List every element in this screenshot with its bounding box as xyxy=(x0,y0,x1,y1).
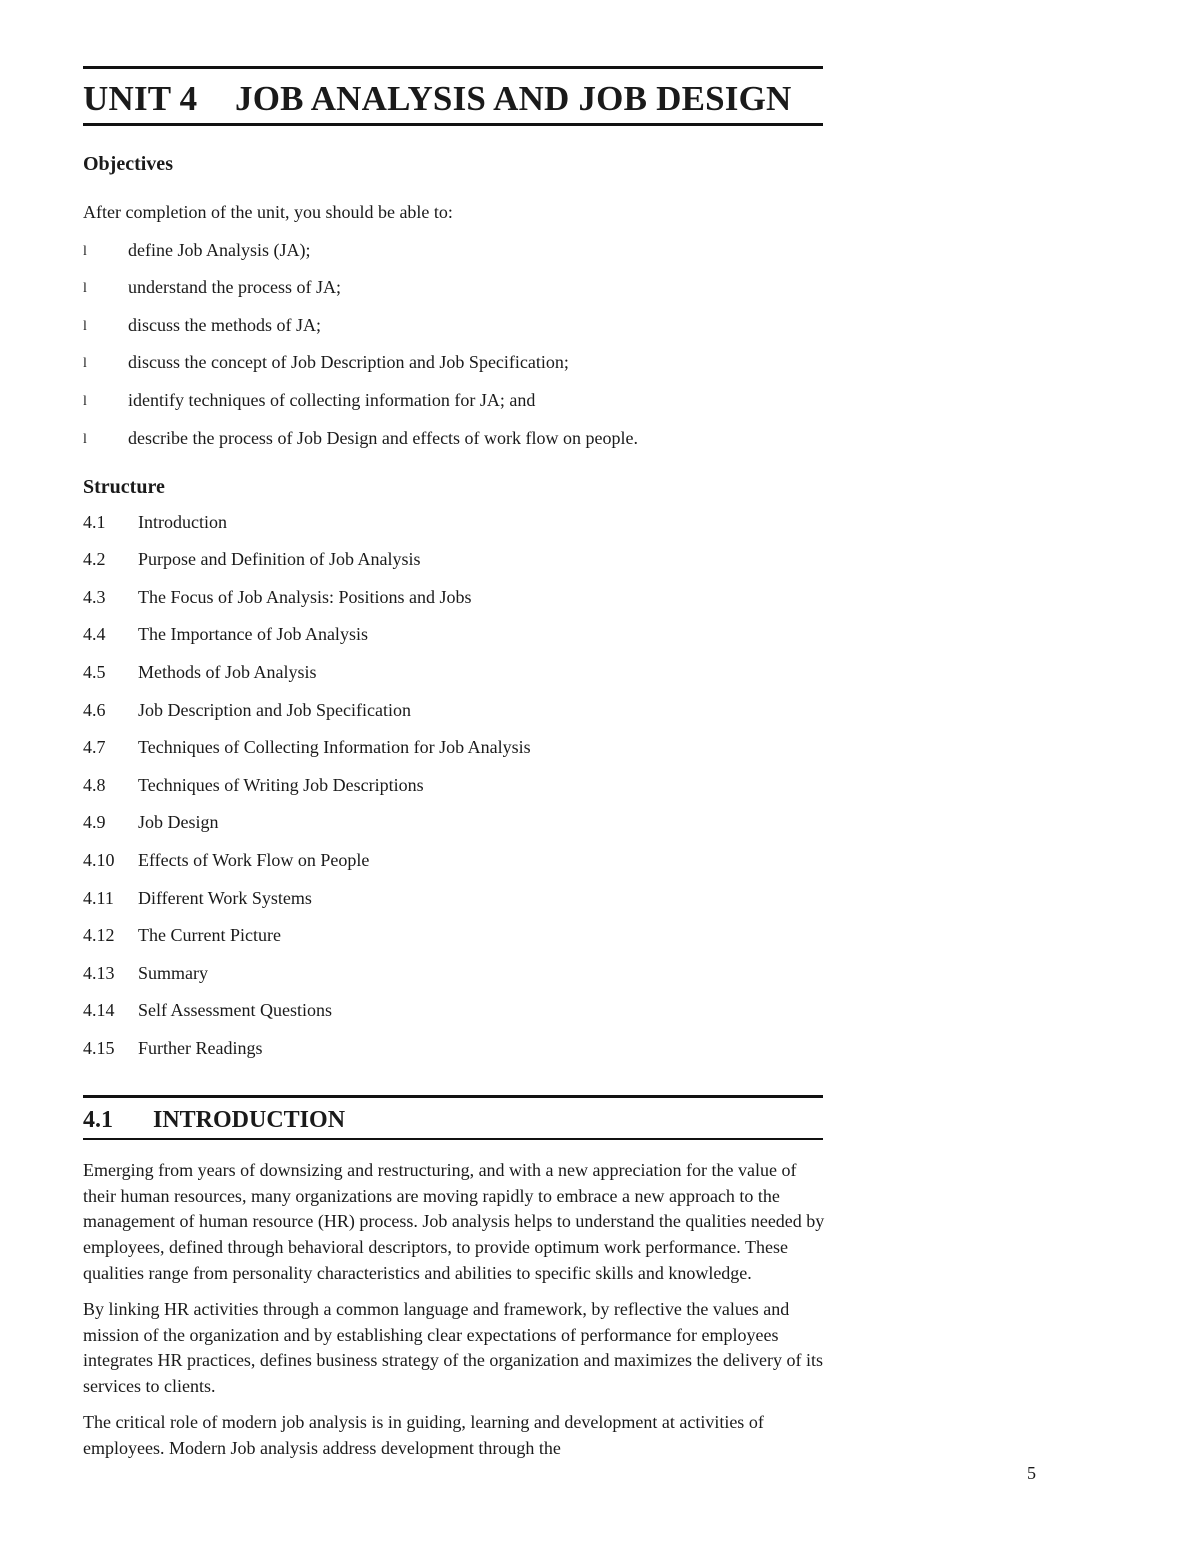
objective-text: identify techniques of collecting information for JA; and xyxy=(128,389,536,410)
objective-item xyxy=(83,239,823,261)
structure-item xyxy=(83,661,823,683)
structure-item-number: 4.7 xyxy=(83,737,106,758)
structure-item-number: 4.11 xyxy=(83,887,114,908)
structure-item-label: Introduction xyxy=(138,511,227,532)
objectives-list xyxy=(83,239,823,449)
section-title-text: INTRODUCTION xyxy=(153,1106,346,1133)
structure-item-number: 4.4 xyxy=(83,624,106,645)
objective-item xyxy=(83,276,823,298)
objectives-intro: After completion of the unit, you should be able to: xyxy=(83,202,453,222)
structure-item-number: 4.12 xyxy=(83,925,115,946)
bullet-icon: l xyxy=(83,356,87,372)
section-title xyxy=(83,1098,823,1138)
structure-item xyxy=(83,511,823,533)
objective-text: describe the process of Job Design and effects of work flow on people. xyxy=(128,427,639,448)
structure-item-number: 4.10 xyxy=(83,849,115,870)
structure-item xyxy=(83,774,823,796)
structure-item xyxy=(83,586,823,608)
section-bottom-rule xyxy=(83,1138,823,1140)
structure-item xyxy=(83,849,823,871)
section-intro xyxy=(83,1095,823,1462)
structure-item-label: Effects of Work Flow on People xyxy=(138,849,370,870)
structure-item-number: 4.1 xyxy=(83,511,106,532)
structure-item-label: Techniques of Collecting Information for Job Analysis xyxy=(138,737,531,758)
structure-item xyxy=(83,999,823,1021)
objective-text: discuss the methods of JA; xyxy=(128,314,321,335)
structure-item-number: 4.13 xyxy=(83,962,115,983)
bullet-icon: l xyxy=(83,243,87,259)
section-body xyxy=(83,1158,823,1462)
objective-item xyxy=(83,351,823,373)
structure-item-label: Methods of Job Analysis xyxy=(138,661,317,682)
structure-item-number: 4.9 xyxy=(83,812,106,833)
structure-item xyxy=(83,1037,823,1059)
objective-text: discuss the concept of Job Description and Job Specification; xyxy=(128,352,569,373)
structure-item-label: Job Description and Job Specification xyxy=(138,699,411,720)
structure-item xyxy=(83,699,823,721)
structure-item xyxy=(83,887,823,909)
structure-item xyxy=(83,736,823,758)
structure-item-label: Self Assessment Questions xyxy=(138,1000,333,1021)
structure-item xyxy=(83,962,823,984)
structure-item-label: Job Design xyxy=(138,812,219,833)
bullet-icon: l xyxy=(83,281,87,297)
unit-title-text: JOB ANALYSIS AND JOB DESIGN xyxy=(235,79,792,118)
structure-item-label: The Importance of Job Analysis xyxy=(138,624,368,645)
structure-item-number: 4.2 xyxy=(83,549,106,570)
structure-item-number: 4.8 xyxy=(83,774,106,795)
structure-item xyxy=(83,548,823,570)
bullet-icon: l xyxy=(83,318,87,334)
objective-item xyxy=(83,314,823,336)
structure-heading: Structure xyxy=(83,475,165,498)
bullet-icon: l xyxy=(83,431,87,447)
objective-item xyxy=(83,389,823,411)
section-number: 4.1 xyxy=(83,1106,113,1133)
objective-text: define Job Analysis (JA); xyxy=(128,239,311,260)
unit-number: UNIT 4 xyxy=(83,79,198,118)
structure-item xyxy=(83,623,823,645)
structure-item-label: The Focus of Job Analysis: Positions and Jobs xyxy=(138,586,472,607)
objectives-heading: Objectives xyxy=(83,153,173,175)
body-paragraph: By linking HR activities through a common language and framework, by reflective the values and mission of the organization and by establishing clear expectations of performance for employees integrates HR practices, defines business strategy of the organization and maximizes the delivery of its services to clients. xyxy=(83,1298,823,1397)
structure-list xyxy=(83,511,823,1059)
structure-item-number: 4.3 xyxy=(83,586,106,607)
objective-item xyxy=(83,427,823,449)
bullet-icon: l xyxy=(83,393,87,409)
structure-item-number: 4.5 xyxy=(83,661,106,682)
page-content xyxy=(83,66,823,1462)
structure-item-label: Purpose and Definition of Job Analysis xyxy=(138,549,421,570)
structure-item xyxy=(83,924,823,946)
title-bottom-rule xyxy=(83,123,823,126)
objective-text: understand the process of JA; xyxy=(128,277,341,298)
structure-item-number: 4.15 xyxy=(83,1037,115,1058)
structure-item-number: 4.14 xyxy=(83,1000,115,1021)
body-paragraph: The critical role of modern job analysis is in guiding, learning and development at activities of employees. Modern Job analysis address development through the xyxy=(83,1412,764,1458)
structure-item-label: Further Readings xyxy=(138,1037,263,1058)
structure-item-label: Summary xyxy=(138,962,208,983)
structure-item-label: Different Work Systems xyxy=(138,887,312,908)
body-paragraph: Emerging from years of downsizing and restructuring, and with a new appreciation for the value of their human resources, many organizations are moving rapidly to embrace a new approach to the management of human resource (HR) process. Job analysis helps to understand the qualities needed by employees, defined through behavioral descriptors, to provide optimum work performance. These qualities range from personality characteristics and abilities to specific skills and knowledge. xyxy=(83,1159,825,1284)
unit-title xyxy=(83,69,823,123)
page-number: 5 xyxy=(1027,1463,1036,1483)
structure-item-number: 4.6 xyxy=(83,699,106,720)
structure-item xyxy=(83,811,823,833)
structure-item-label: The Current Picture xyxy=(138,925,281,946)
structure-item-label: Techniques of Writing Job Descriptions xyxy=(138,774,424,795)
